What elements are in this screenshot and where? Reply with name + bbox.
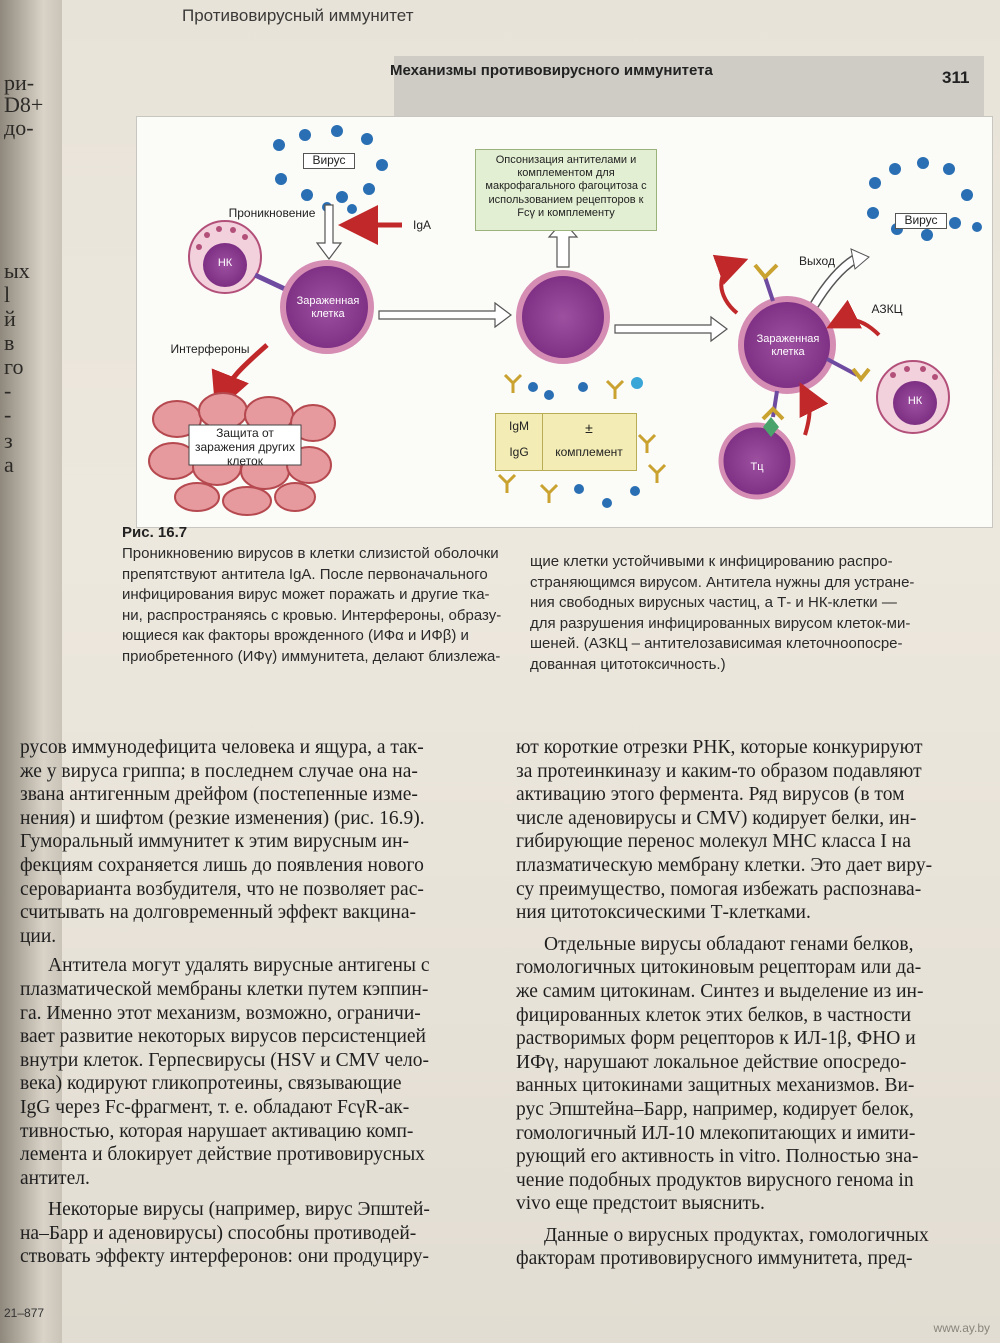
text-line: Некоторые вирусы (например, вирус Эпштей- xyxy=(48,1199,430,1221)
left-fragment: ых xyxy=(4,258,30,283)
caption-line: инфицирования вирус может поражать и другие тка- xyxy=(122,586,490,603)
caption-line: дованная цитотоксичность.) xyxy=(530,655,726,673)
left-fragment: - xyxy=(4,402,12,427)
footer-signature: 21–877 xyxy=(4,1306,45,1320)
caption-title: Рис. 16.7 xyxy=(122,524,188,541)
virus-label-1: Вирус xyxy=(303,153,355,169)
exit-arrow-head xyxy=(851,249,869,269)
text-line: сероварианта возбудителя, что не позволяет рас- xyxy=(20,878,424,900)
left-fragment: l xyxy=(4,282,11,307)
virus-particles-left xyxy=(273,125,388,214)
caption-line: страняющимся вирусом. Антитела нужны для устране- xyxy=(530,573,915,591)
caption-line: щие клетки устойчивыми к инфицированию распро- xyxy=(530,553,893,570)
complement-star xyxy=(631,377,643,389)
caption-line: ния свободных вирусных частиц, а Т- и НК-клетки — xyxy=(530,594,897,611)
protection-label: Защита от заражения других клеток xyxy=(194,426,295,468)
running-head: Противовирусный иммунитет xyxy=(182,6,414,25)
left-fragment: а xyxy=(4,452,14,477)
text-line: звана антигенным дрейфом (постепенные изме- xyxy=(20,784,418,806)
penetration-arrow xyxy=(317,205,341,259)
virus-label-2: Вирус xyxy=(895,213,947,229)
tc-label: Тц xyxy=(750,461,764,473)
caption-right xyxy=(530,552,970,675)
igg-label: IgG xyxy=(509,445,529,459)
text-line: чение подобных продуктов вирусного генома in xyxy=(516,1169,914,1191)
left-fragment: D8+ xyxy=(4,92,44,117)
text-line: су преимущество, помогая избежать распознава- xyxy=(516,878,922,900)
body-right-column xyxy=(516,736,986,1271)
text-line: фицированных клеток этих белков, в частности xyxy=(516,1004,912,1026)
text-line: плазматическую мембрану клетки. Это дает виру- xyxy=(516,854,933,876)
plusminus-label: ± xyxy=(585,420,593,436)
antibody-classes xyxy=(496,414,543,470)
figure-16-7 xyxy=(136,116,993,528)
text-line: га. Именно этот механизм, возможно, ограничи- xyxy=(20,1002,421,1024)
caption-line: ющиеся как факторы врожденного (ИФα и ИФβ) и xyxy=(122,627,469,644)
left-fragment: з xyxy=(4,428,13,453)
opsonization-box: Опсонизация антителами и комплементом для макрофагального фагоцитоза с использованием рецепторов к Fcγ и комплементу xyxy=(475,149,657,231)
text-line: века) кодируют гликопротеины, связывающие xyxy=(20,1073,402,1095)
text-line: антител. xyxy=(20,1167,90,1189)
caption-line: приобретенного (ИФγ) иммунитета, делают близлежа- xyxy=(122,647,501,665)
antibody-table xyxy=(495,413,637,471)
caption-line: для разрушения инфицированных вирусом клеток-ми- xyxy=(530,614,911,632)
text-line: гомологичных цитокиновым рецепторам или да- xyxy=(516,957,922,979)
text-line: вает развитие некоторых вирусов персистенцией xyxy=(20,1026,426,1048)
text-line: Отдельные вирусы обладают генами белков, xyxy=(544,933,914,955)
text-line: же самим цитокинам. Синтез и выделение из ин- xyxy=(516,980,924,1002)
text-line: факторам противовирусного иммунитета, пред- xyxy=(516,1248,913,1270)
iga-label: IgA xyxy=(412,218,431,232)
caption-left xyxy=(122,544,542,667)
text-line: нения) и шифтом (резкие изменения) (рис. 16.9). xyxy=(20,807,425,829)
text-line: активацию этого фермента. Ряд вирусов (в том xyxy=(516,784,905,806)
text-line: числе аденовирусы и CMV) кодирует белки, ин- xyxy=(516,807,917,829)
text-line: ИФγ, нарушают локальное действие опосредо- xyxy=(516,1051,907,1073)
infected-cell-label-1: Зараженная клетка xyxy=(296,295,360,320)
text-line: Данные о вирусных продуктах, гомологичных xyxy=(544,1224,929,1246)
text-line: на–Барр и аденовирусы) способны противодей- xyxy=(20,1222,417,1244)
left-fragment: до- xyxy=(4,115,34,140)
progression-arrow-1 xyxy=(379,303,511,327)
caption-line: шеней. (АЗКЦ – антителозависимая клеточноопосре- xyxy=(530,635,903,652)
text-line: гибирующие перенос молекул МНС класса I на xyxy=(516,831,911,853)
watermark: www.ay.by xyxy=(933,1321,990,1335)
text-line: фекциям сохраняется лишь до появления нового xyxy=(20,854,424,876)
text-line: vivo еще предстоит выяснить. xyxy=(516,1193,765,1215)
text-line: растворимых форм рецепторов к ИЛ-1β, ФНО и xyxy=(516,1028,916,1050)
interferons-label: Интерфероны xyxy=(170,342,250,356)
nk-contact xyxy=(255,275,285,289)
body-left-column xyxy=(20,736,480,1269)
text-line: гомологичный ИЛ-10 млекопитающих и имити- xyxy=(516,1122,916,1144)
text-line: русов иммунодефицита человека и ящура, а так- xyxy=(20,737,424,758)
adcc-arrow xyxy=(837,320,879,335)
text-line: Гуморальный иммунитет к этим вирусным ин- xyxy=(20,831,410,853)
paragraph xyxy=(516,736,986,925)
adcc-label: АЗКЦ xyxy=(871,302,903,316)
paragraph xyxy=(20,736,480,948)
feedback-arrow xyxy=(721,263,737,313)
text-line: же у вируса гриппа; в последнем случае она на- xyxy=(20,760,418,782)
caption-line: препятствуют антитела IgA. После первоначального xyxy=(122,565,488,583)
infected-cell-label-2: Зараженная клетка xyxy=(756,333,820,358)
nk-label-2: НК xyxy=(907,395,923,407)
nk-label-1: НК xyxy=(217,257,233,269)
left-fragment: в xyxy=(4,330,15,355)
text-line: ванных цитокинами защитных механизмов. Ви- xyxy=(516,1075,915,1097)
page-number: 311 xyxy=(942,68,970,87)
text-line: тивностью, которая нарушает активацию комп- xyxy=(20,1120,414,1142)
text-line: рующий его активность in vitro. Полностью зна- xyxy=(516,1146,919,1168)
complement-label: комплемент xyxy=(555,445,623,459)
text-line: ют короткие отрезки РНК, которые конкурируют xyxy=(516,737,923,758)
text-line: за протеинкиназу и каким-то образом подавляют xyxy=(516,760,922,782)
paragraph xyxy=(516,933,986,1216)
text-line: IgG через Fc-фрагмент, т. е. обладают FcγR-ак- xyxy=(20,1096,410,1118)
text-line: считывать на долговременный эффект вакцина- xyxy=(20,902,416,924)
text-line: лемента и блокирует действие противовирусных xyxy=(20,1144,425,1166)
left-fragment: го xyxy=(4,354,24,379)
antibody-coated-cell xyxy=(519,273,607,361)
tc-arrow xyxy=(805,393,810,435)
text-line: Антитела могут удалять вирусные антигены с xyxy=(48,955,430,977)
caption-line: ни, распространяясь с кровью. Интерфероны, образу- xyxy=(122,606,502,624)
paragraph xyxy=(20,954,480,1190)
left-fragment: ри- xyxy=(4,70,35,95)
section-title: Механизмы противовирусного иммунитета xyxy=(390,62,713,79)
paragraph xyxy=(20,1198,480,1269)
text-line: ствовать эффекту интерферонов: они продуциру- xyxy=(20,1246,429,1268)
text-line: внутри клеток. Герпесвирусы (HSV и CMV чело- xyxy=(20,1049,429,1071)
progression-arrow-2 xyxy=(615,317,727,341)
text-line: плазматической мембраны клетки путем кэппин- xyxy=(20,978,429,1000)
igm-label: IgM xyxy=(508,419,529,433)
exit-label: Выход xyxy=(799,254,835,268)
left-fragment: й xyxy=(4,306,16,331)
text-line: ния цитотоксическими Т-клетками. xyxy=(516,902,811,924)
text-line: рус Эпштейна–Барр, например, кодирует белок, xyxy=(516,1098,914,1120)
paragraph xyxy=(516,1224,986,1271)
left-fragment: - xyxy=(4,378,12,403)
text-line: ции. xyxy=(20,925,57,947)
caption-line: Проникновению вирусов в клетки слизистой оболочки xyxy=(122,545,499,562)
penetration-label: Проникновение xyxy=(228,206,316,220)
